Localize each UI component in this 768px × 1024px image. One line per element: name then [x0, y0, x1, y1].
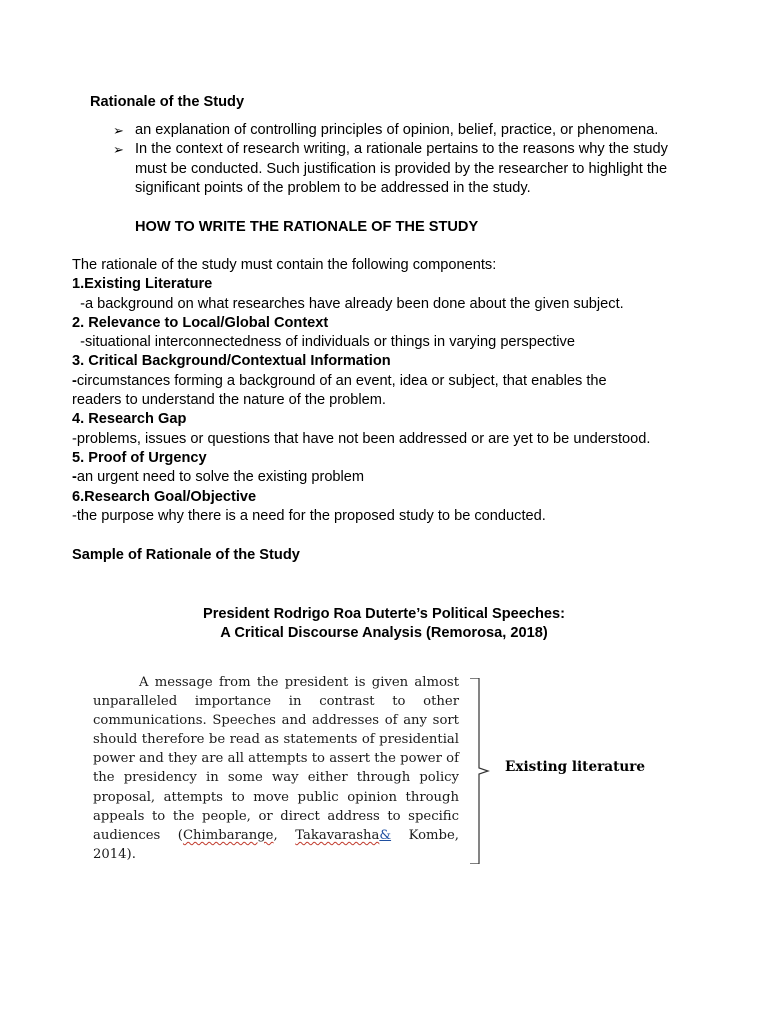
component-desc: -problems, issues or questions that have not been addressed or are yet to be understood. [72, 430, 651, 447]
citation-ampersand: & [379, 827, 392, 843]
component-desc [72, 372, 712, 391]
component-desc-line: readers to understand the nature of the problem. [72, 392, 386, 409]
citation-author: Takavarasha [295, 827, 380, 843]
dash: - [72, 372, 77, 389]
component-title: 4. Research Gap [72, 411, 187, 428]
side-annotation-label: Existing literature [505, 759, 646, 775]
component-title: 5. Proof of Urgency [72, 449, 207, 466]
component-title: 2. Relevance to Local/Global Context [72, 314, 329, 331]
bullet-text: an explanation of controlling principles of opinion, belief, practice, or phenomena. [135, 122, 659, 138]
bullet-text: In the context of research writing, a rationale pertains to the reasons why the study must be conducted. Such justification is provided by the researcher to highlight the significant points of the problem to be addressed in the study. [135, 141, 668, 196]
components-intro: The rationale of the study must contain the following components: [72, 257, 497, 273]
component-desc-text: an urgent need to solve the existing problem [76, 469, 365, 486]
dash: - [72, 469, 77, 486]
how-to-heading: HOW TO WRITE THE RATIONALE OF THE STUDY [135, 219, 479, 235]
excerpt-paragraph [93, 673, 459, 864]
right-bracket-icon [468, 678, 492, 864]
component-desc: -the purpose why there is a need for the proposed study to be conducted. [72, 507, 546, 524]
component-title: 3. Critical Background/Contextual Information [72, 353, 391, 370]
component-desc: -a background on what researches have already been done about the given subject. [72, 295, 624, 312]
citation-tail: Kombe, 2014). [93, 827, 459, 862]
page-title: Rationale of the Study [90, 94, 245, 110]
component-desc-line: circumstances forming a background of an event, idea or subject, that enables the [76, 372, 607, 389]
citation-author: Chimbarange [182, 827, 274, 843]
definition-list [113, 121, 703, 198]
sample-heading: Sample of Rationale of the Study [72, 547, 300, 563]
sample-title-line1: President Rodrigo Roa Duterte’s Political Speeches: [203, 606, 565, 622]
excerpt-body: A message from the president is given almost unparalleled importance in contrast to other communications. Speeches and addresses of any sort should therefore be read as statements of presidential power and they are all attempts to assert the power of the presidency in some way either through policy proposal, attempts to move public opinion through appeals to the people, or direct address to specific audiences ( [93, 675, 459, 843]
list-item [113, 140, 703, 198]
sample-title-line2: A Critical Discourse Analysis (Remorosa, 2018) [220, 625, 548, 641]
component-title: 1.Existing Literature [72, 276, 213, 293]
component-desc: -situational interconnectedness of individuals or things in varying perspective [72, 334, 575, 351]
arrow-bullet-icon: ➢ [113, 123, 124, 138]
arrow-bullet-icon: ➢ [113, 142, 124, 158]
components-section [72, 256, 712, 526]
list-item [113, 121, 703, 140]
component-desc [72, 468, 712, 487]
component-title: 6.Research Goal/Objective [72, 488, 257, 505]
citation-separator: , [273, 827, 296, 843]
